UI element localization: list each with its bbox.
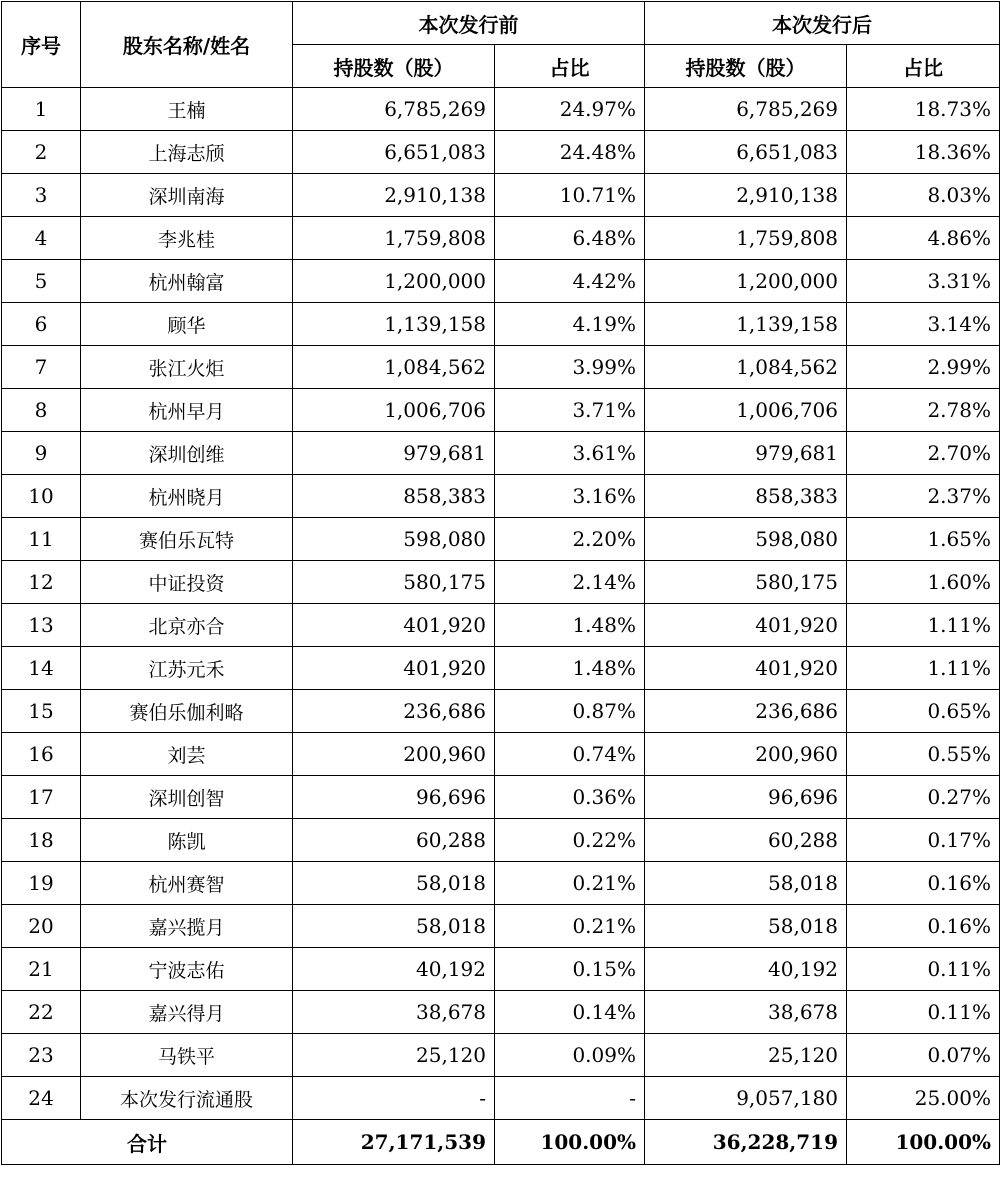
cell-index: 16 — [2, 733, 81, 776]
header-index: 序号 — [2, 2, 81, 88]
cell-after-shares: 58,018 — [645, 862, 847, 905]
cell-after-ratio: 8.03% — [847, 174, 1000, 217]
table-header — [2, 2, 1000, 88]
cell-after-shares: 2,910,138 — [645, 174, 847, 217]
cell-after-shares: 60,288 — [645, 819, 847, 862]
table-row — [2, 260, 1000, 303]
cell-before-shares: 96,696 — [293, 776, 495, 819]
cell-shareholder-name: 李兆桂 — [81, 217, 293, 260]
cell-before-ratio: 0.87% — [495, 690, 645, 733]
cell-index: 4 — [2, 217, 81, 260]
table-row — [2, 88, 1000, 131]
cell-shareholder-name: 北京亦合 — [81, 604, 293, 647]
cell-after-ratio: 0.65% — [847, 690, 1000, 733]
cell-before-shares: 2,910,138 — [293, 174, 495, 217]
cell-shareholder-name: 本次发行流通股 — [81, 1077, 293, 1120]
cell-after-shares: 1,084,562 — [645, 346, 847, 389]
cell-after-shares: 598,080 — [645, 518, 847, 561]
table-row — [2, 346, 1000, 389]
cell-before-ratio: 0.74% — [495, 733, 645, 776]
cell-index: 12 — [2, 561, 81, 604]
cell-after-shares: 9,057,180 — [645, 1077, 847, 1120]
cell-after-shares: 25,120 — [645, 1034, 847, 1077]
table-row — [2, 217, 1000, 260]
table-row — [2, 905, 1000, 948]
shareholding-table — [1, 1, 1000, 1165]
table-row — [2, 303, 1000, 346]
cell-after-ratio: 1.65% — [847, 518, 1000, 561]
cell-after-shares: 236,686 — [645, 690, 847, 733]
header-after-shares: 持股数（股） — [645, 45, 847, 88]
cell-before-ratio: 24.97% — [495, 88, 645, 131]
cell-after-shares: 1,006,706 — [645, 389, 847, 432]
table-row — [2, 518, 1000, 561]
cell-shareholder-name: 深圳创维 — [81, 432, 293, 475]
table-row — [2, 131, 1000, 174]
cell-index: 1 — [2, 88, 81, 131]
cell-after-ratio: 2.70% — [847, 432, 1000, 475]
header-before-ratio: 占比 — [495, 45, 645, 88]
cell-before-ratio: 2.14% — [495, 561, 645, 604]
cell-index: 15 — [2, 690, 81, 733]
cell-before-ratio: 0.09% — [495, 1034, 645, 1077]
table-body — [2, 88, 1000, 1120]
cell-after-ratio: 0.17% — [847, 819, 1000, 862]
cell-before-ratio: 0.21% — [495, 862, 645, 905]
cell-after-shares: 200,960 — [645, 733, 847, 776]
table-footer — [2, 1120, 1000, 1165]
cell-after-shares: 580,175 — [645, 561, 847, 604]
cell-shareholder-name: 陈凯 — [81, 819, 293, 862]
cell-shareholder-name: 顾华 — [81, 303, 293, 346]
cell-after-shares: 40,192 — [645, 948, 847, 991]
cell-before-ratio: 2.20% — [495, 518, 645, 561]
cell-before-shares: 1,006,706 — [293, 389, 495, 432]
cell-before-shares: 1,759,808 — [293, 217, 495, 260]
cell-before-ratio: 0.22% — [495, 819, 645, 862]
cell-index: 7 — [2, 346, 81, 389]
cell-before-shares: 200,960 — [293, 733, 495, 776]
cell-before-shares: 979,681 — [293, 432, 495, 475]
cell-before-ratio: 24.48% — [495, 131, 645, 174]
cell-index: 10 — [2, 475, 81, 518]
cell-before-shares: 236,686 — [293, 690, 495, 733]
cell-after-ratio: 4.86% — [847, 217, 1000, 260]
cell-after-shares: 401,920 — [645, 604, 847, 647]
cell-after-ratio: 0.55% — [847, 733, 1000, 776]
cell-after-shares: 58,018 — [645, 905, 847, 948]
cell-index: 5 — [2, 260, 81, 303]
cell-before-ratio: 3.61% — [495, 432, 645, 475]
table-row — [2, 1077, 1000, 1120]
cell-after-ratio: 0.16% — [847, 862, 1000, 905]
cell-before-ratio: 1.48% — [495, 647, 645, 690]
cell-after-ratio: 1.60% — [847, 561, 1000, 604]
cell-after-shares: 6,785,269 — [645, 88, 847, 131]
cell-shareholder-name: 杭州晓月 — [81, 475, 293, 518]
cell-after-shares: 979,681 — [645, 432, 847, 475]
cell-before-ratio: 6.48% — [495, 217, 645, 260]
table-row — [2, 733, 1000, 776]
header-after-issuance: 本次发行后 — [645, 2, 1000, 45]
cell-shareholder-name: 赛伯乐伽利略 — [81, 690, 293, 733]
cell-before-ratio: 0.14% — [495, 991, 645, 1034]
cell-before-ratio: - — [495, 1077, 645, 1120]
header-before-shares: 持股数（股） — [293, 45, 495, 88]
cell-before-ratio: 3.71% — [495, 389, 645, 432]
cell-after-ratio: 3.31% — [847, 260, 1000, 303]
cell-after-shares: 38,678 — [645, 991, 847, 1034]
cell-before-shares: 40,192 — [293, 948, 495, 991]
cell-before-shares: - — [293, 1077, 495, 1120]
cell-after-ratio: 2.37% — [847, 475, 1000, 518]
table-row — [2, 862, 1000, 905]
cell-after-shares: 858,383 — [645, 475, 847, 518]
cell-before-ratio: 3.99% — [495, 346, 645, 389]
cell-after-ratio: 0.11% — [847, 948, 1000, 991]
cell-before-ratio: 0.21% — [495, 905, 645, 948]
total-after-ratio: 100.00% — [847, 1120, 1000, 1165]
cell-shareholder-name: 嘉兴得月 — [81, 991, 293, 1034]
table-row — [2, 776, 1000, 819]
cell-after-ratio: 0.27% — [847, 776, 1000, 819]
cell-index: 2 — [2, 131, 81, 174]
cell-after-ratio: 18.73% — [847, 88, 1000, 131]
total-label: 合计 — [2, 1120, 293, 1165]
cell-after-ratio: 0.11% — [847, 991, 1000, 1034]
cell-shareholder-name: 刘芸 — [81, 733, 293, 776]
cell-after-shares: 96,696 — [645, 776, 847, 819]
cell-shareholder-name: 中证投资 — [81, 561, 293, 604]
total-row — [2, 1120, 1000, 1165]
cell-index: 21 — [2, 948, 81, 991]
cell-before-shares: 38,678 — [293, 991, 495, 1034]
cell-after-shares: 1,200,000 — [645, 260, 847, 303]
cell-index: 6 — [2, 303, 81, 346]
cell-before-shares: 858,383 — [293, 475, 495, 518]
cell-after-ratio: 1.11% — [847, 604, 1000, 647]
cell-shareholder-name: 上海志颀 — [81, 131, 293, 174]
cell-after-shares: 1,759,808 — [645, 217, 847, 260]
cell-after-ratio: 3.14% — [847, 303, 1000, 346]
cell-shareholder-name: 赛伯乐瓦特 — [81, 518, 293, 561]
cell-before-ratio: 0.15% — [495, 948, 645, 991]
total-after-shares: 36,228,719 — [645, 1120, 847, 1165]
cell-after-ratio: 0.16% — [847, 905, 1000, 948]
cell-before-shares: 58,018 — [293, 905, 495, 948]
cell-shareholder-name: 马铁平 — [81, 1034, 293, 1077]
cell-after-ratio: 2.99% — [847, 346, 1000, 389]
cell-index: 18 — [2, 819, 81, 862]
cell-after-ratio: 1.11% — [847, 647, 1000, 690]
total-before-ratio: 100.00% — [495, 1120, 645, 1165]
cell-before-shares: 598,080 — [293, 518, 495, 561]
cell-before-shares: 6,785,269 — [293, 88, 495, 131]
cell-index: 14 — [2, 647, 81, 690]
cell-index: 9 — [2, 432, 81, 475]
cell-shareholder-name: 杭州早月 — [81, 389, 293, 432]
cell-shareholder-name: 王楠 — [81, 88, 293, 131]
table-row — [2, 475, 1000, 518]
table-row — [2, 389, 1000, 432]
cell-after-ratio: 25.00% — [847, 1077, 1000, 1120]
cell-shareholder-name: 杭州翰富 — [81, 260, 293, 303]
table-row — [2, 948, 1000, 991]
cell-before-ratio: 0.36% — [495, 776, 645, 819]
table-row — [2, 647, 1000, 690]
cell-shareholder-name: 深圳创智 — [81, 776, 293, 819]
cell-index: 17 — [2, 776, 81, 819]
cell-before-shares: 58,018 — [293, 862, 495, 905]
cell-before-shares: 25,120 — [293, 1034, 495, 1077]
cell-shareholder-name: 张江火炬 — [81, 346, 293, 389]
cell-shareholder-name: 宁波志佑 — [81, 948, 293, 991]
cell-after-ratio: 0.07% — [847, 1034, 1000, 1077]
cell-before-shares: 1,084,562 — [293, 346, 495, 389]
table-row — [2, 604, 1000, 647]
cell-shareholder-name: 深圳南海 — [81, 174, 293, 217]
cell-before-shares: 6,651,083 — [293, 131, 495, 174]
cell-after-shares: 1,139,158 — [645, 303, 847, 346]
cell-after-ratio: 18.36% — [847, 131, 1000, 174]
cell-index: 20 — [2, 905, 81, 948]
cell-shareholder-name: 嘉兴揽月 — [81, 905, 293, 948]
cell-before-ratio: 4.19% — [495, 303, 645, 346]
cell-before-shares: 580,175 — [293, 561, 495, 604]
table-row — [2, 561, 1000, 604]
header-shareholder-name: 股东名称/姓名 — [81, 2, 293, 88]
cell-index: 13 — [2, 604, 81, 647]
table-row — [2, 1034, 1000, 1077]
table-row — [2, 819, 1000, 862]
cell-shareholder-name: 江苏元禾 — [81, 647, 293, 690]
cell-after-ratio: 2.78% — [847, 389, 1000, 432]
cell-before-shares: 1,200,000 — [293, 260, 495, 303]
cell-index: 11 — [2, 518, 81, 561]
cell-before-shares: 1,139,158 — [293, 303, 495, 346]
header-after-ratio: 占比 — [847, 45, 1000, 88]
cell-before-shares: 401,920 — [293, 604, 495, 647]
cell-index: 24 — [2, 1077, 81, 1120]
cell-index: 22 — [2, 991, 81, 1034]
cell-after-shares: 401,920 — [645, 647, 847, 690]
header-before-issuance: 本次发行前 — [293, 2, 645, 45]
table-row — [2, 690, 1000, 733]
cell-before-ratio: 1.48% — [495, 604, 645, 647]
cell-after-shares: 6,651,083 — [645, 131, 847, 174]
table-row — [2, 991, 1000, 1034]
table-row — [2, 432, 1000, 475]
table-row — [2, 174, 1000, 217]
total-before-shares: 27,171,539 — [293, 1120, 495, 1165]
cell-shareholder-name: 杭州赛智 — [81, 862, 293, 905]
cell-before-ratio: 3.16% — [495, 475, 645, 518]
cell-before-shares: 401,920 — [293, 647, 495, 690]
cell-before-ratio: 10.71% — [495, 174, 645, 217]
cell-index: 3 — [2, 174, 81, 217]
cell-before-shares: 60,288 — [293, 819, 495, 862]
cell-index: 23 — [2, 1034, 81, 1077]
cell-index: 19 — [2, 862, 81, 905]
cell-index: 8 — [2, 389, 81, 432]
cell-before-ratio: 4.42% — [495, 260, 645, 303]
